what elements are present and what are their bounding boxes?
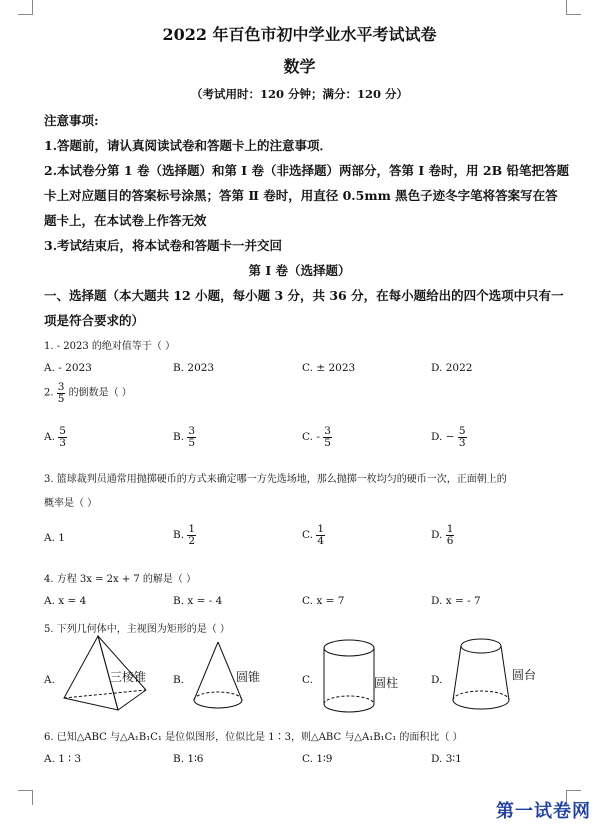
- question-6-option-a: A. 1 ∶ 3: [44, 753, 82, 765]
- question-4-option-a: A. x = 4: [44, 595, 87, 607]
- question-2-option-a: A. $\frac{5}{3}$: [44, 425, 66, 449]
- question-4-option-b: B. x = - 4: [173, 595, 223, 607]
- question-3-stem-line-2: 概率是（ ）: [44, 498, 98, 509]
- question-6-stem: 6. 已知△ABC 与△A₁B₁C₁ 是位似图形，位似比是 1∶3，则△ABC 与△A₁B₁C₁ 的面积比（ ）: [44, 732, 463, 743]
- question-6-option-b: B. 1∶6: [173, 753, 204, 765]
- question-3-option-a: A. 1: [44, 532, 65, 544]
- question-2-number: 2.: [44, 387, 54, 399]
- question-5-option-d: D.: [431, 674, 443, 686]
- question-3-stem-line-1: 3. 篮球裁判员通常用抛掷硬币的方式来确定哪一方先选场地，那么抛掷一枚均匀的硬币一次，正面朝上的: [44, 474, 507, 485]
- cylinder-icon: [320, 636, 378, 718]
- question-2-stem: [44, 382, 132, 404]
- notice-heading: 注意事项:: [44, 113, 99, 128]
- question-3-option-d: D. $\frac{1}{6}$: [431, 523, 454, 547]
- site-watermark: 第一试卷网: [496, 801, 591, 822]
- question-5-option-a-label: 三棱锥: [110, 670, 147, 684]
- question-2-option-c: C. - $\frac{3}{5}$: [302, 425, 331, 449]
- crop-mark-bottom-left: [18, 790, 33, 805]
- question-2-fraction: $\frac{3}{5}$: [57, 381, 65, 405]
- exam-title: 2022 年百色市初中学业水平考试试卷: [162, 25, 437, 44]
- question-5-option-d-label: 圆台: [512, 668, 537, 682]
- section-intro-line-1: 一、选择题（本大题共 12 小题，每小题 3 分，共 36 分，在每小题给出的四个选项中只有一: [44, 288, 564, 303]
- question-4-option-c: C. x = 7: [302, 595, 345, 607]
- frustum-icon: [450, 634, 512, 716]
- question-1-option-b: B. 2023: [173, 362, 215, 374]
- notice-item-1: 1.答题前，请认真阅读试卷和答题卡上的注意事项．: [44, 138, 333, 153]
- question-2-option-d: D. − $\frac{5}{3}$: [431, 425, 466, 449]
- notice-item-2-line-1: 2.本试卷分第 1 卷（选择题）和第 I 卷（非选择题）两部分，答第 I 卷时，用 2B 铅笔把答题: [44, 163, 570, 178]
- question-1-option-d: D. 2022: [431, 362, 473, 374]
- question-6-option-d: D. 3∶1: [431, 753, 462, 765]
- crop-mark-top-right: [566, 0, 581, 15]
- section-intro-line-2: 项是符合要求的）: [44, 313, 145, 328]
- question-6-option-c: C. 1∶9: [302, 753, 333, 765]
- question-1-option-c: C. ± 2023: [302, 362, 356, 374]
- question-2-stem-text: 的倒数是（ ）: [68, 387, 132, 399]
- subject-title: 数学: [283, 57, 316, 76]
- crop-mark-top-left: [18, 0, 33, 15]
- question-2-option-b: B. $\frac{3}{5}$: [173, 425, 196, 449]
- section-title: 第 I 卷（选择题）: [248, 263, 351, 278]
- question-3-option-c: C. $\frac{1}{4}$: [302, 523, 325, 547]
- exam-info: （考试用时：120 分钟；满分：120 分）: [190, 87, 409, 101]
- question-3-option-b: B. $\frac{1}{2}$: [173, 523, 196, 547]
- question-5-option-b-label: 圆锥: [236, 670, 261, 684]
- question-5-option-c-label: 圆柱: [374, 676, 399, 690]
- question-5-option-b: B.: [173, 674, 185, 686]
- notice-item-3: 3.考试结束后，将本试卷和答题卡一并交回: [44, 238, 283, 253]
- question-5-option-a: A.: [44, 674, 55, 686]
- notice-item-2-line-3: 题卡上，在本试卷上作答无效: [44, 213, 207, 228]
- question-1-option-a: A. - 2023: [44, 362, 92, 374]
- question-5-stem: 5. 下列几何体中，主视图为矩形的是（ ）: [44, 624, 230, 635]
- question-4-stem: 4. 方程 3x = 2x + 7 的解是（ ）: [44, 574, 197, 585]
- question-5-option-c: C.: [302, 674, 313, 686]
- question-1-stem: 1. - 2023 的绝对值等于（ ）: [44, 341, 176, 352]
- notice-item-2-line-2: 卡上对应题目的答案标号涂黑；答第 Ⅱ 卷时，用直径 0.5mm 黑色子迹冬字笔将答案写在答: [44, 188, 558, 203]
- question-4-option-d: D. x = - 7: [431, 595, 481, 607]
